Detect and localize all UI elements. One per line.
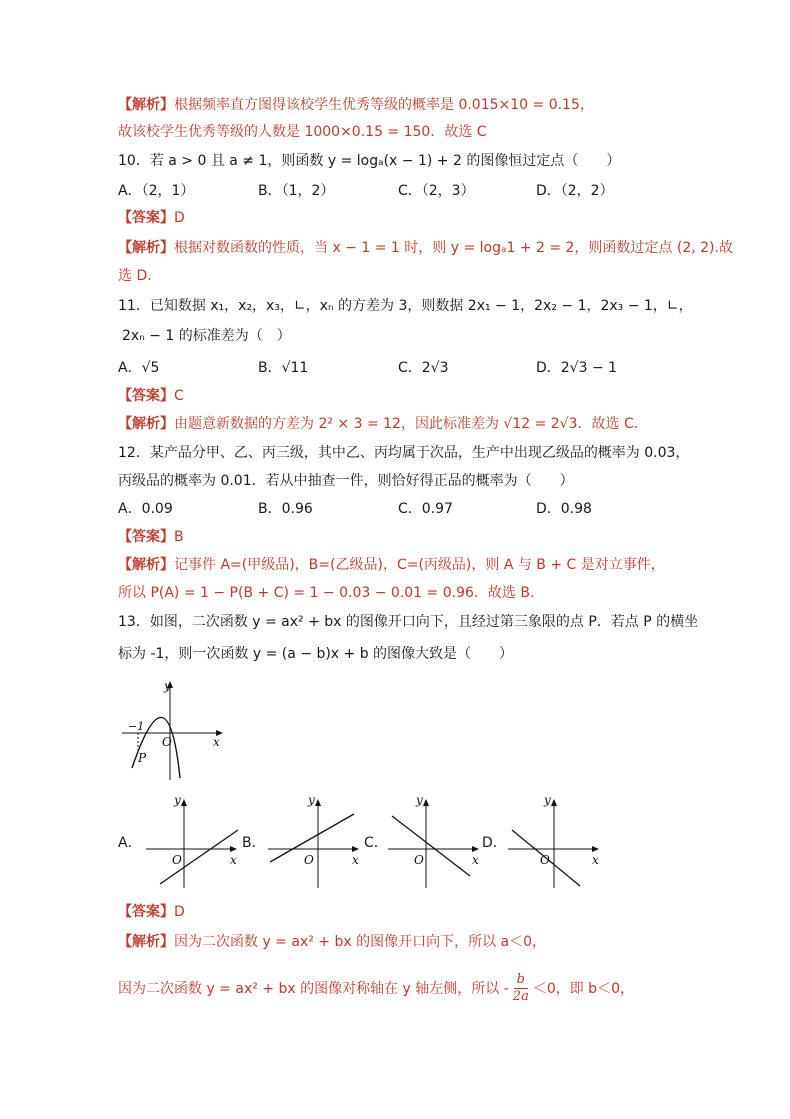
y-axis-label: y [544, 793, 551, 807]
analysis-text: ＜0，即 b＜0， [532, 980, 634, 997]
y-axis-label: y [308, 793, 315, 807]
y-axis-label: y [416, 793, 423, 807]
q12-option-b: B．0.96 [258, 501, 313, 517]
q12-option-c: C．0.97 [398, 501, 453, 517]
tick-minus-one-label: −1 [128, 720, 145, 733]
q11-option-d: D．2√3 − 1 [536, 360, 618, 376]
q13-option-a-graph [142, 792, 242, 892]
analysis-text: 记事件 A=(甲级品)，B=(乙级品)，C=(丙级品)，则 A 与 B + C 是对立事件， [174, 557, 665, 573]
fraction-denominator: 2a [512, 989, 529, 1004]
q11-stem-line2: 2xₙ − 1 的标准差为（ ） [122, 328, 291, 344]
origin-label: O [172, 853, 182, 867]
y-axis-arrow-icon [315, 799, 321, 806]
answer-tag: 【答案】 [118, 388, 174, 404]
q10-option-c: C．（2，3） [398, 183, 475, 199]
answer-tag: 【答案】 [118, 904, 174, 920]
q10-option-a: A．（2，1） [118, 183, 195, 199]
answer-tag: 【答案】 [118, 210, 174, 226]
q13-option-d-label: D． [482, 835, 507, 851]
q13-option-c-graph [386, 792, 486, 892]
q13-parabola-figure [120, 676, 230, 786]
analysis-text: 根据对数函数的性质，当 x − 1 = 1 时，则 y = logₐ1 + 2 = 2，则函数过定点 (2, 2).故 [174, 240, 733, 256]
q12-answer-line [118, 527, 184, 547]
analysis-tag: 【解析】 [118, 97, 174, 113]
x-axis-arrow-icon [472, 846, 479, 852]
q10-stem: 10．若 a > 0 且 a ≠ 1，则函数 y = logₐ(x − 1) + 2 的图像恒过定点（ ） [118, 153, 621, 169]
fraction [513, 972, 529, 1005]
answer-value: C [174, 388, 184, 404]
answer-value: D [174, 210, 185, 226]
q13-option-d-graph [504, 792, 604, 892]
q12-analysis-line2: 所以 P(A) = 1 − P(B + C) = 1 − 0.03 − 0.01 = 0.96．故选 B. [118, 585, 535, 601]
q12-stem-line2: 丙级品的概率为 0.01．若从中抽查一件，则恰好得正品的概率为（ ） [118, 473, 574, 489]
q13-option-b-graph [266, 792, 366, 892]
q9-analysis-line1 [118, 95, 594, 115]
q11-stem-line1: 11．已知数据 x₁，x₂，x₃，∟，xₙ 的方差为 3，则数据 2x₁ − 1，2x₂ − 1，2x₃ − 1，∟， [118, 298, 693, 314]
q12-option-d: D．0.98 [536, 501, 592, 517]
x-axis-label: x [230, 853, 237, 867]
q13-analysis-line1 [118, 932, 546, 952]
q13-stem-line1: 13．如图，二次函数 y = ax² + bx 的图像开口向下，且经过第三象限的点 P．若点 P 的横坐 [118, 614, 699, 630]
y-axis-label: y [164, 679, 171, 693]
q10-analysis-line2: 选 D. [118, 268, 152, 284]
x-axis-label: x [213, 735, 220, 749]
x-axis-label: x [472, 853, 479, 867]
analysis-text: 由题意新数据的方差为 2² × 3 = 12，因此标准差为 √12 = 2√3．故选 C． [174, 416, 648, 432]
q13-option-a-label: A． [118, 835, 142, 851]
analysis-tag: 【解析】 [118, 557, 174, 573]
y-axis-label: y [174, 793, 181, 807]
answer-value: B [174, 529, 184, 545]
answer-tag: 【答案】 [118, 529, 174, 545]
q11-answer-line [118, 386, 184, 406]
q12-stem-line1: 12．某产品分甲、乙、丙三级，其中乙、丙均属于次品，生产中出现乙级品的概率为 0.03， [118, 445, 690, 461]
analysis-tag: 【解析】 [118, 934, 174, 950]
origin-label: O [540, 853, 550, 867]
q13-stem-line2: 标为 -1，则一次函数 y = (a − b)x + b 的图像大致是（ ） [118, 646, 514, 662]
origin-label: O [414, 853, 424, 867]
q11-option-a: A．√5 [118, 360, 160, 376]
q12-option-a: A．0.09 [118, 501, 173, 517]
point-p-label: P [138, 751, 147, 765]
q11-analysis-line1 [118, 414, 648, 434]
q10-analysis-line1 [118, 238, 733, 258]
q10-option-d: D．（2，2） [536, 183, 614, 199]
x-axis-arrow-icon [592, 846, 599, 852]
x-axis-arrow-icon [230, 846, 237, 852]
q10-answer-line [118, 208, 185, 228]
q11-option-c: C．2√3 [398, 360, 449, 376]
y-axis-arrow-icon [181, 799, 187, 806]
q11-option-b: B．√11 [258, 360, 309, 376]
analysis-tag: 【解析】 [118, 240, 174, 256]
analysis-tag: 【解析】 [118, 416, 174, 432]
x-axis-label: x [352, 853, 359, 867]
q13-option-b-label: B． [242, 835, 266, 851]
q12-analysis-line1 [118, 555, 665, 575]
y-axis-arrow-icon [551, 799, 557, 806]
line-graph [392, 816, 470, 876]
analysis-text: 根据频率直方图得该校学生优秀等级的概率是 0.015×10 = 0.15， [174, 97, 594, 113]
origin-label: O [304, 853, 314, 867]
analysis-text: 因为二次函数 y = ax² + bx 的图像对称轴在 y 轴左侧，所以 - [118, 980, 509, 997]
answer-value: D [174, 904, 185, 920]
q10-option-b: B．（1，2） [258, 183, 335, 199]
origin-label: O [162, 735, 172, 749]
x-axis-label: x [592, 853, 599, 867]
analysis-text: 因为二次函数 y = ax² + bx 的图像开口向下，所以 a＜0， [174, 934, 547, 950]
q13-option-c-label: C． [364, 835, 388, 851]
q13-analysis-line2 [118, 972, 634, 1005]
q13-answer-line [118, 902, 185, 922]
fraction-numerator: b [514, 972, 528, 989]
x-axis-arrow-icon [352, 846, 359, 852]
y-axis-arrow-icon [423, 799, 429, 806]
q9-analysis-line2: 故该校学生优秀等级的人数是 1000×0.15 = 150．故选 C [118, 124, 487, 140]
